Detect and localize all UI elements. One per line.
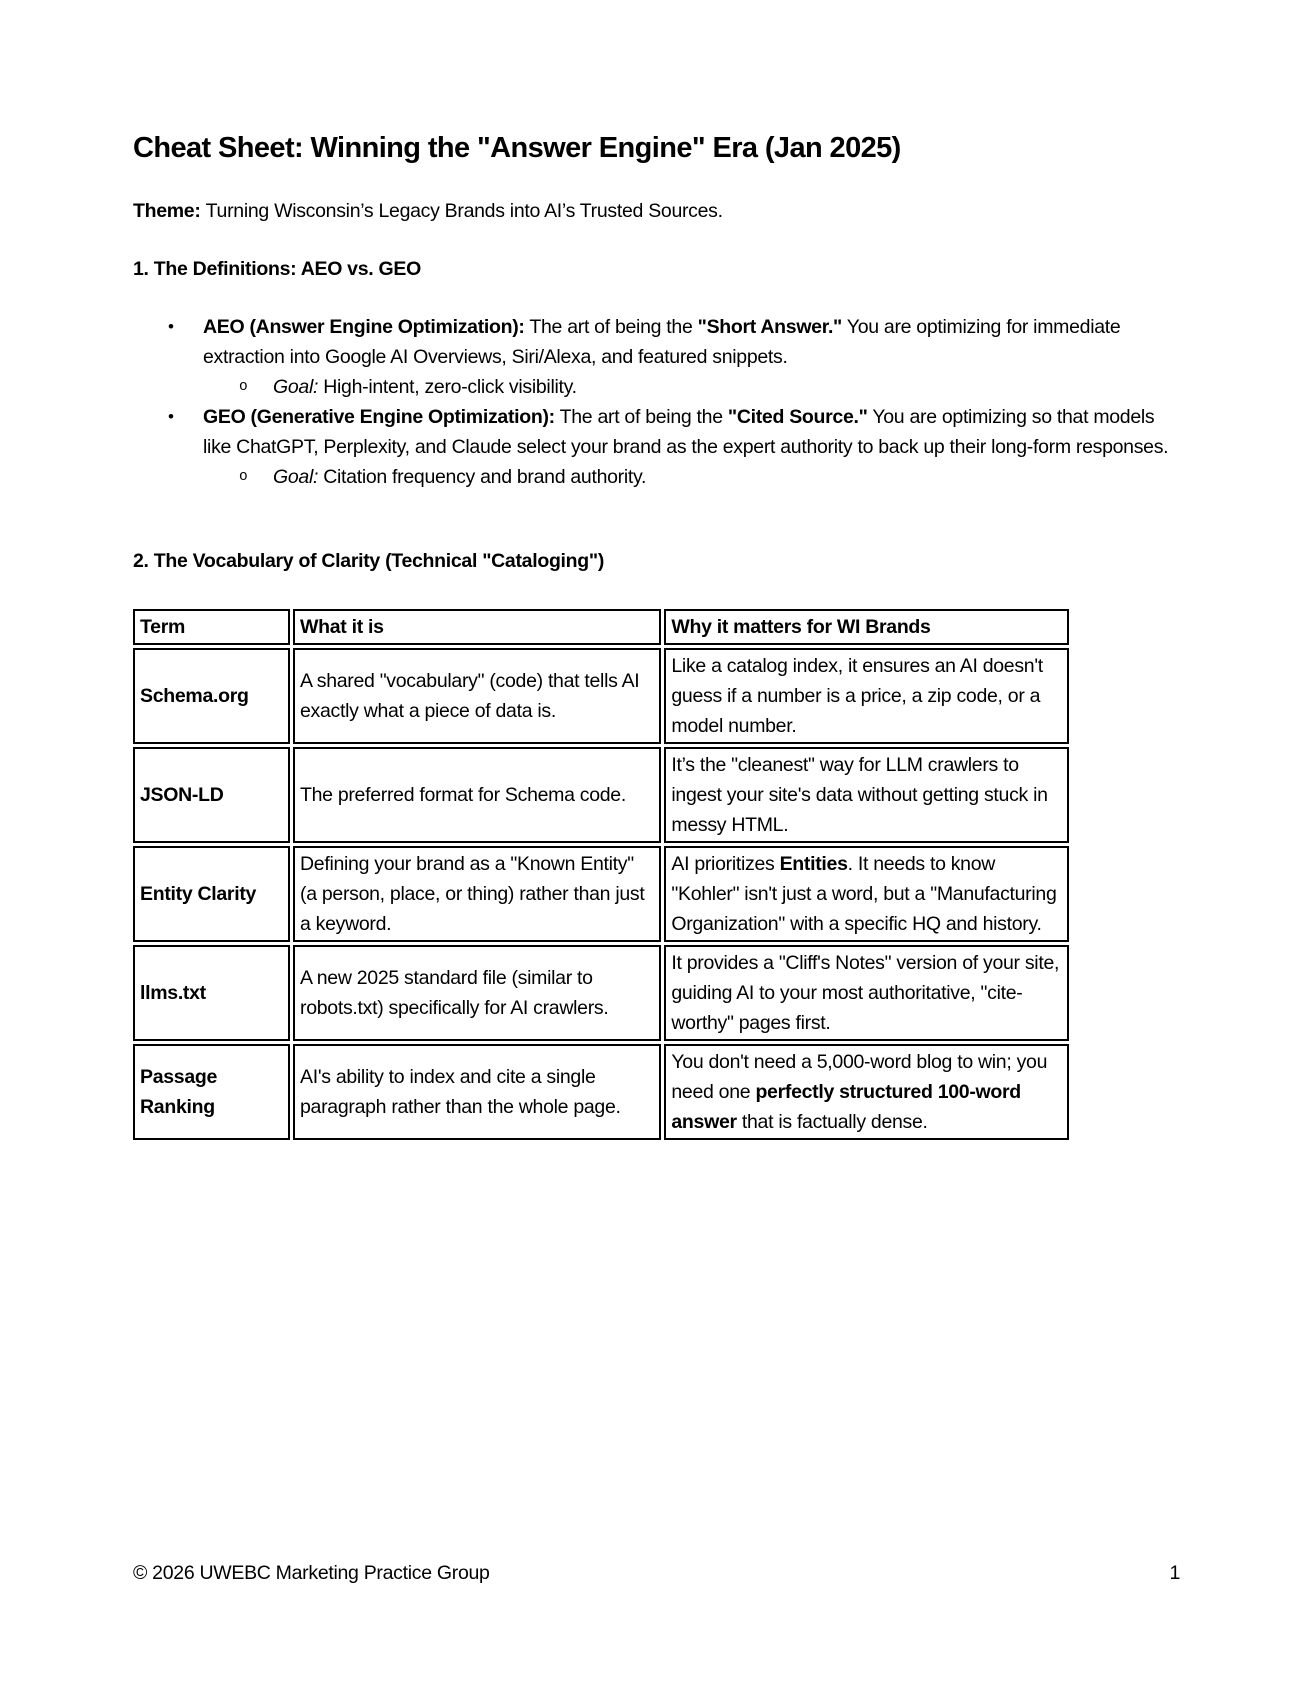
text-segment: High-intent, zero-click visibility. [318, 376, 577, 398]
circle-bullet-icon: o [239, 379, 248, 395]
bullet-icon: • [168, 407, 174, 426]
vocab-table-body [133, 648, 1069, 1140]
text-segment: "Cited Source." [727, 406, 868, 428]
sub-list-item-geo-goal [133, 462, 1180, 492]
bullet-icon: • [168, 317, 174, 336]
list-item-text [203, 312, 1180, 372]
table-row [133, 1044, 1069, 1140]
term-cell: JSON-LD [133, 747, 290, 843]
table-row [133, 648, 1069, 744]
term-cell: llms.txt [133, 945, 290, 1041]
page-title: Cheat Sheet: Winning the "Answer Engine" Era (Jan 2025) [133, 132, 901, 164]
text-segment: perfectly structured 100-word answer [671, 1081, 1021, 1133]
text-segment: It provides a "Cliff's Notes" version of your site, guiding AI to your most authoritative, "cite-worthy" pages first. [671, 952, 1060, 1034]
text-segment: You are optimizing so that models like ChatGPT, Perplexity, and Claude select your brand as the expert authority to back up their long-form responses. [203, 406, 1169, 458]
text-segment: Citation frequency and brand authority. [318, 466, 647, 488]
why-cell [664, 747, 1069, 843]
what-cell: AI's ability to index and cite a single paragraph rather than the whole page. [293, 1044, 661, 1140]
text-segment: GEO (Generative Engine Optimization): [203, 406, 555, 428]
what-cell: A shared "vocabulary" (code) that tells AI exactly what a piece of data is. [293, 648, 661, 744]
text-segment: . It needs to know "Kohler" isn't just a word, but a "Manufacturing Organization" with a specific HQ and history. [671, 853, 1057, 935]
table-header-row [133, 609, 1069, 645]
text-segment: You are optimizing for immediate extraction into Google AI Overviews, Siri/Alexa, and featured snippets. [203, 316, 1121, 368]
text-segment: "Short Answer." [697, 316, 843, 338]
term-cell: Schema.org [133, 648, 290, 744]
table-row [133, 846, 1069, 942]
text-segment: that is factually dense. [736, 1111, 928, 1133]
sub-list-item-aeo-goal [133, 372, 1180, 402]
table-row [133, 747, 1069, 843]
page-number: 1 [1169, 1562, 1180, 1584]
what-cell: A new 2025 standard file (similar to robots.txt) specifically for AI crawlers. [293, 945, 661, 1041]
why-cell [664, 846, 1069, 942]
text-segment: The art of being the [554, 406, 728, 428]
sub-list-item-text [273, 372, 1180, 402]
why-cell [664, 1044, 1069, 1140]
circle-bullet-icon: o [239, 469, 248, 485]
term-cell: Passage Ranking [133, 1044, 290, 1140]
text-segment: Goal: [273, 376, 319, 398]
text-segment: The art of being the [524, 316, 698, 338]
sub-list-item-text [273, 462, 1180, 492]
what-cell: Defining your brand as a "Known Entity" (a person, place, or thing) rather than just a keyword. [293, 846, 661, 942]
text-segment: It’s the "cleanest" way for LLM crawlers to ingest your site's data without getting stuck in messy HTML. [671, 754, 1048, 836]
section2-heading: 2. The Vocabulary of Clarity (Technical "Cataloging") [133, 550, 605, 572]
column-header-why: Why it matters for WI Brands [664, 609, 1069, 645]
theme-line [133, 198, 1180, 224]
column-header-term: Term [133, 609, 290, 645]
text-segment: Theme: [133, 200, 206, 222]
text-segment: Entities [779, 853, 848, 875]
definitions-list [133, 312, 1180, 492]
section1-heading: 1. The Definitions: AEO vs. GEO [133, 258, 421, 280]
term-cell: Entity Clarity [133, 846, 290, 942]
copyright-text: © 2026 UWEBC Marketing Practice Group [133, 1562, 490, 1584]
text-segment: AEO (Answer Engine Optimization): [203, 316, 525, 338]
column-header-what: What it is [293, 609, 661, 645]
page-footer [133, 1560, 1180, 1586]
list-item-text [203, 402, 1180, 462]
text-segment: AI prioritizes [671, 853, 780, 875]
text-segment: Turning Wisconsin’s Legacy Brands into AI’s Trusted Sources. [205, 200, 723, 222]
text-segment: You don't need a 5,000-word blog to win; you need one [671, 1051, 1048, 1103]
list-item-aeo [133, 312, 1180, 372]
vocabulary-table [130, 606, 1072, 1143]
why-cell [664, 648, 1069, 744]
text-segment: Like a catalog index, it ensures an AI doesn't guess if a number is a price, a zip code, or a model number. [671, 655, 1043, 737]
what-cell: The preferred format for Schema code. [293, 747, 661, 843]
why-cell [664, 945, 1069, 1041]
table-row [133, 945, 1069, 1041]
list-item-geo [133, 402, 1180, 462]
text-segment: Goal: [273, 466, 319, 488]
